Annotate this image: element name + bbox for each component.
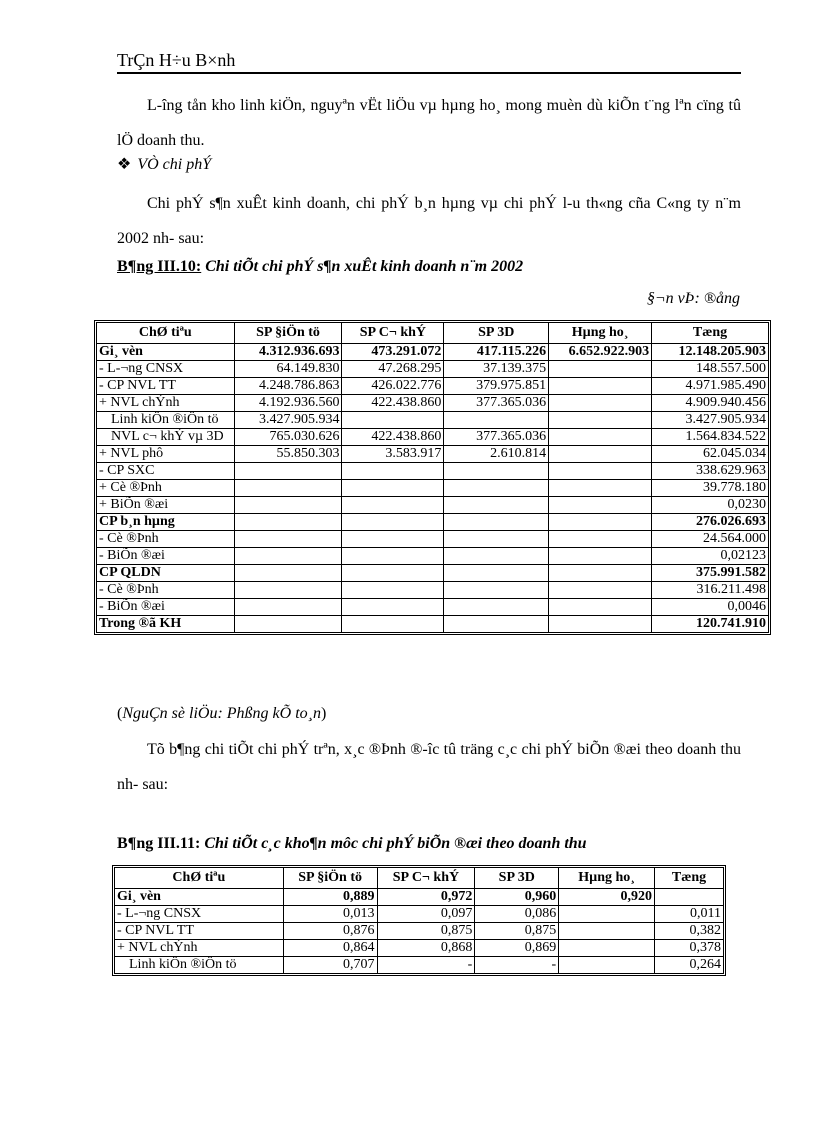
column-header: ChØ tiªu xyxy=(115,868,284,889)
table1-title: Chi tiÕt chi phÝ s¶n xuÊt kinh doanh n¨m 2002 xyxy=(205,258,524,275)
table1-source xyxy=(117,705,326,723)
table-row xyxy=(97,463,769,480)
table-cell xyxy=(342,480,444,497)
table-row xyxy=(97,412,769,429)
table-cell: 0,868 xyxy=(377,940,475,957)
table-cell xyxy=(559,906,655,923)
row-label: - Cè ®Þnh xyxy=(97,582,235,599)
row-label: + NVL chÝnh xyxy=(115,940,284,957)
table-row xyxy=(97,497,769,514)
table-cell: 0,889 xyxy=(283,889,377,906)
row-label: - BiÕn ®æi xyxy=(97,548,235,565)
table-cell: 0,876 xyxy=(283,923,377,940)
table-cell xyxy=(342,548,444,565)
table-cell xyxy=(342,582,444,599)
table-cell xyxy=(549,361,652,378)
table-cell xyxy=(549,480,652,497)
table-cell xyxy=(549,531,652,548)
table-cell xyxy=(444,548,549,565)
table2-label: B¶ng III.11: xyxy=(117,835,201,852)
table-cell xyxy=(549,429,652,446)
row-label: NVL c¬ khÝ vµ 3D xyxy=(97,429,235,446)
table-cell xyxy=(444,514,549,531)
table-cell xyxy=(234,514,342,531)
table-cell xyxy=(444,565,549,582)
table-row xyxy=(97,616,769,633)
table-cell: 0,875 xyxy=(475,923,559,940)
row-label: Linh kiÖn ®iÖn tö xyxy=(97,412,235,429)
table-cell xyxy=(234,599,342,616)
table-row xyxy=(97,395,769,412)
table-cell: 338.629.963 xyxy=(652,463,769,480)
row-label: - CP NVL TT xyxy=(115,923,284,940)
table-header-row xyxy=(97,323,769,344)
table-cell: 6.652.922.903 xyxy=(549,344,652,361)
table-cell xyxy=(342,463,444,480)
table-cell: 4.909.940.456 xyxy=(652,395,769,412)
table-cell: 0,0230 xyxy=(652,497,769,514)
table-cell xyxy=(549,514,652,531)
paragraph-inventory: L-îng tån kho linh kiÖn, nguyªn vËt liÖu vµ hµng ho¸ mong muèn dù kiÕn t¨ng lªn cïng tû lÖ doanh thu. xyxy=(117,97,741,149)
column-header: Hµng ho¸ xyxy=(559,868,655,889)
table-cell: 422.438.860 xyxy=(342,429,444,446)
table-cell: 379.975.851 xyxy=(444,378,549,395)
table-cell: 4.971.985.490 xyxy=(652,378,769,395)
row-label: + Cè ®Þnh xyxy=(97,480,235,497)
table-cell: - xyxy=(377,957,475,974)
column-header: Tæng xyxy=(652,323,769,344)
table-cell xyxy=(549,446,652,463)
table-cell: 0,378 xyxy=(655,940,724,957)
row-label: Trong ®ã KH xyxy=(97,616,235,633)
column-header: SP C¬ khÝ xyxy=(377,868,475,889)
table-cell xyxy=(444,531,549,548)
table-cell xyxy=(342,412,444,429)
column-header: ChØ tiªu xyxy=(97,323,235,344)
table-cell: 375.991.582 xyxy=(652,565,769,582)
page-header-author: TrÇn H÷u B×nh xyxy=(117,50,236,70)
table-cell xyxy=(559,940,655,957)
table-cell xyxy=(444,480,549,497)
table-cell xyxy=(234,565,342,582)
source-open: ( xyxy=(117,705,123,722)
table-row xyxy=(115,957,724,974)
source-text: NguÇn sè liÖu: Phßng kÕ to¸n xyxy=(122,705,321,722)
table-cell: 0,864 xyxy=(283,940,377,957)
table-cell xyxy=(234,497,342,514)
table-cell: 3.583.917 xyxy=(342,446,444,463)
table-cell xyxy=(549,548,652,565)
table-row xyxy=(97,344,769,361)
row-label: CP b¸n hµng xyxy=(97,514,235,531)
table-cell xyxy=(444,582,549,599)
table-cell: 0,920 xyxy=(559,889,655,906)
table-cell: 1.564.834.522 xyxy=(652,429,769,446)
table-cell: 39.778.180 xyxy=(652,480,769,497)
table-row xyxy=(115,923,724,940)
table-cell: 55.850.303 xyxy=(234,446,342,463)
table-cell xyxy=(549,378,652,395)
table-cell: 12.148.205.903 xyxy=(652,344,769,361)
table-cell: 0,011 xyxy=(655,906,724,923)
table-cell xyxy=(549,412,652,429)
table-cell: 0,02123 xyxy=(652,548,769,565)
row-label: - L-¬ng CNSX xyxy=(115,906,284,923)
table-row xyxy=(97,429,769,446)
table-cell: 0,972 xyxy=(377,889,475,906)
diamond-bullet-icon: ❖ xyxy=(117,156,132,173)
table-cell xyxy=(549,616,652,633)
table-row xyxy=(97,548,769,565)
table-cell: 3.427.905.934 xyxy=(234,412,342,429)
table-cell xyxy=(342,599,444,616)
table-cell: 0,707 xyxy=(283,957,377,974)
table-row xyxy=(97,565,769,582)
table-cell: 426.022.776 xyxy=(342,378,444,395)
table-cell xyxy=(655,889,724,906)
table-cell: 276.026.693 xyxy=(652,514,769,531)
table-cell: 0,097 xyxy=(377,906,475,923)
column-header: SP §iÖn tö xyxy=(283,868,377,889)
row-label: - L-¬ng CNSX xyxy=(97,361,235,378)
source-close: ) xyxy=(320,705,327,722)
table-cell xyxy=(559,957,655,974)
column-header: Hµng ho¸ xyxy=(549,323,652,344)
table-row xyxy=(97,531,769,548)
column-header: SP §iÖn tö xyxy=(234,323,342,344)
table-cell xyxy=(444,616,549,633)
table-cell: 417.115.226 xyxy=(444,344,549,361)
table-cell: 4.248.786.863 xyxy=(234,378,342,395)
table-cell: 316.211.498 xyxy=(652,582,769,599)
table-cell xyxy=(549,565,652,582)
table-cell: 148.557.500 xyxy=(652,361,769,378)
table-cell: 47.268.295 xyxy=(342,361,444,378)
row-label: - BiÕn ®æi xyxy=(97,599,235,616)
table-cell xyxy=(342,616,444,633)
row-label: + NVL phô xyxy=(97,446,235,463)
row-label: Gi¸ vèn xyxy=(115,889,284,906)
table-cell xyxy=(549,497,652,514)
table-cell: 3.427.905.934 xyxy=(652,412,769,429)
row-label: Linh kiÖn ®iÖn tö xyxy=(115,957,284,974)
table-cell: 765.030.626 xyxy=(234,429,342,446)
table-cell xyxy=(549,463,652,480)
table-cell: 4.312.936.693 xyxy=(234,344,342,361)
table-cell: 24.564.000 xyxy=(652,531,769,548)
table-cell: 422.438.860 xyxy=(342,395,444,412)
row-label: CP QLDN xyxy=(97,565,235,582)
table-cell: 0,875 xyxy=(377,923,475,940)
table-row xyxy=(97,446,769,463)
column-header: SP 3D xyxy=(444,323,549,344)
table-cell: 0,960 xyxy=(475,889,559,906)
table-header-row xyxy=(115,868,724,889)
paragraph-ratio: Tõ b¶ng chi tiÕt chi phÝ trªn, x¸c ®Þnh ®-îc tû träng c¸c chi phÝ biÕn ®æi theo doanh thu nh- sau: xyxy=(117,741,741,793)
table-cell xyxy=(444,497,549,514)
table-cell xyxy=(342,497,444,514)
table-cell xyxy=(559,923,655,940)
table-cell: 473.291.072 xyxy=(342,344,444,361)
header-rule xyxy=(117,72,741,74)
table-cell xyxy=(444,412,549,429)
table-cell: 0,0046 xyxy=(652,599,769,616)
table-cell: 0,869 xyxy=(475,940,559,957)
paragraph-costs: Chi phÝ s¶n xuÊt kinh doanh, chi phÝ b¸n hµng vµ chi phÝ l-u th«ng cña C«ng ty n¨m 2002 nh- sau: xyxy=(117,195,741,247)
table1-caption xyxy=(117,258,523,276)
table-cell xyxy=(234,548,342,565)
table-row xyxy=(115,889,724,906)
table2-caption xyxy=(117,835,587,853)
table-cell xyxy=(549,582,652,599)
table-cell xyxy=(234,480,342,497)
table-cell: 0,264 xyxy=(655,957,724,974)
table-cell: 0,382 xyxy=(655,923,724,940)
table-cell: 62.045.034 xyxy=(652,446,769,463)
variable-cost-ratio-table xyxy=(114,867,724,974)
row-label: - CP NVL TT xyxy=(97,378,235,395)
table-row xyxy=(97,361,769,378)
table-cell: - xyxy=(475,957,559,974)
column-header: SP 3D xyxy=(475,868,559,889)
row-label: - Cè ®Þnh xyxy=(97,531,235,548)
table-cell: 2.610.814 xyxy=(444,446,549,463)
bullet-costs xyxy=(117,154,211,174)
table-cell xyxy=(234,463,342,480)
table-cell xyxy=(549,599,652,616)
table-row xyxy=(97,514,769,531)
table-cell: 377.365.036 xyxy=(444,395,549,412)
table-cell: 0,086 xyxy=(475,906,559,923)
bullet-costs-text: VÒ chi phÝ xyxy=(137,156,212,173)
table-cell xyxy=(444,599,549,616)
row-label: - CP SXC xyxy=(97,463,235,480)
column-header: Tæng xyxy=(655,868,724,889)
table-cell xyxy=(549,395,652,412)
table-row xyxy=(115,940,724,957)
table-cell xyxy=(234,531,342,548)
table-row xyxy=(115,906,724,923)
row-label: Gi¸ vèn xyxy=(97,344,235,361)
table-cell: 4.192.936.560 xyxy=(234,395,342,412)
table-row xyxy=(97,599,769,616)
column-header: SP C¬ khÝ xyxy=(342,323,444,344)
table-cell xyxy=(342,565,444,582)
table-cell: 37.139.375 xyxy=(444,361,549,378)
table1-unit: §¬n vÞ: ®ång xyxy=(646,290,740,307)
cost-detail-table xyxy=(96,322,769,633)
table-cell: 0,013 xyxy=(283,906,377,923)
table-cell xyxy=(342,531,444,548)
table-row xyxy=(97,480,769,497)
table-cell xyxy=(234,582,342,599)
table-row xyxy=(97,582,769,599)
table-cell xyxy=(342,514,444,531)
table-cell: 64.149.830 xyxy=(234,361,342,378)
table-cell xyxy=(234,616,342,633)
table-row xyxy=(97,378,769,395)
table2-title: Chi tiÕt c¸c kho¶n môc chi phÝ biÕn ®æi theo doanh thu xyxy=(204,835,587,852)
row-label: + NVL chÝnh xyxy=(97,395,235,412)
table-cell: 120.741.910 xyxy=(652,616,769,633)
table-cell xyxy=(444,463,549,480)
table-cell: 377.365.036 xyxy=(444,429,549,446)
row-label: + BiÕn ®æi xyxy=(97,497,235,514)
table1-label: B¶ng III.10: xyxy=(117,258,202,275)
